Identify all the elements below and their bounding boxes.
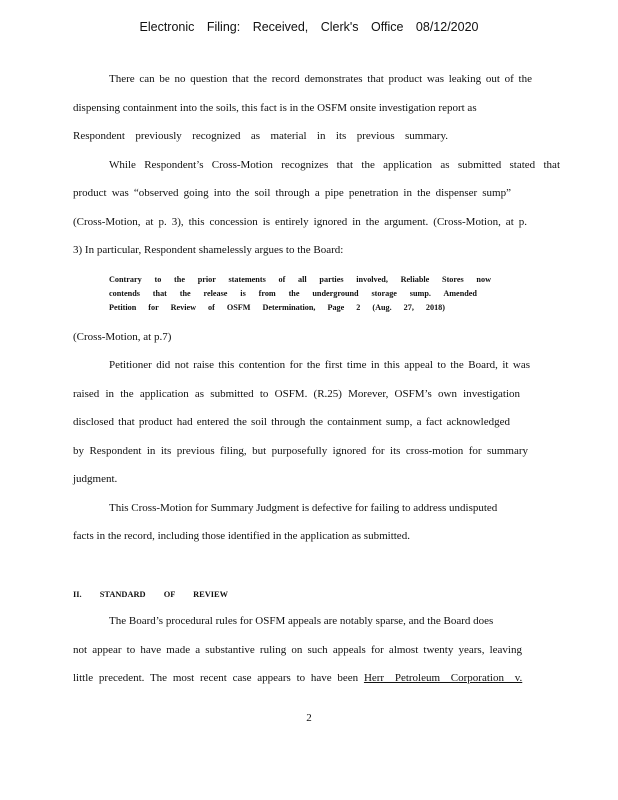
citation: (Cross-Motion, at p.7) (73, 331, 172, 343)
body-line: facts in the record, including those identified in the application as submitted. (73, 530, 410, 542)
body-line: product was “observed going into the soil through a pipe penetration in the dispenser sump” (73, 187, 511, 199)
body-line: The Board’s procedural rules for OSFM appeals are notably sparse, and the Board does (109, 615, 494, 627)
body-line: raised in the application as submitted to OSFM. (R.25) Morever, OSFM’s own investigation (73, 388, 520, 400)
body-line: (Cross-Motion, at p. 3), this concession is entirely ignored in the argument. (Cross-Motion, at p. (73, 216, 527, 228)
block-quote-line: Petition for Review of OSFM Determination, Page 2 (Aug. 27, 2018) (109, 303, 445, 312)
body-line: by Respondent in its previous filing, but purposefully ignored for its cross-motion for summary (73, 445, 528, 457)
case-name: Herr Petroleum Corporation v. (363, 672, 523, 684)
section-heading: II. STANDARD OF REVIEW (73, 590, 228, 599)
body-line: judgment. (73, 473, 118, 485)
body-line: This Cross-Motion for Summary Judgment is defective for failing to address undisputed (109, 502, 498, 514)
page-number: 2 (306, 712, 312, 724)
body-line: There can be no question that the record demonstrates that product was leaking out of the (109, 73, 532, 85)
body-line (73, 673, 541, 684)
filing-header: Electronic Filing: Received, Clerk's Office 08/12/2020 (139, 20, 479, 34)
body-line: dispensing containment into the soils, this fact is in the OSFM onsite investigation report as (73, 102, 477, 114)
body-line: 3) In particular, Respondent shamelessly argues to the Board: (73, 244, 344, 256)
body-line: While Respondent’s Cross-Motion recognizes that the application as submitted stated that (109, 159, 560, 171)
body-text: little precedent. The most recent case appears to have been (73, 672, 359, 684)
block-quote-line: contends that the release is from the underground storage sump. Amended (109, 289, 477, 298)
body-line: Petitioner did not raise this contention for the first time in this appeal to the Board, it was (109, 359, 530, 371)
body-line: disclosed that product had entered the soil through the containment sump, a fact acknowledged (73, 416, 510, 428)
body-line: not appear to have made a substantive ruling on such appeals for almost twenty years, leaving (73, 644, 522, 656)
body-line: Respondent previously recognized as material in its previous summary. (73, 130, 448, 142)
block-quote-line: Contrary to the prior statements of all parties involved, Reliable Stores now (109, 275, 491, 284)
